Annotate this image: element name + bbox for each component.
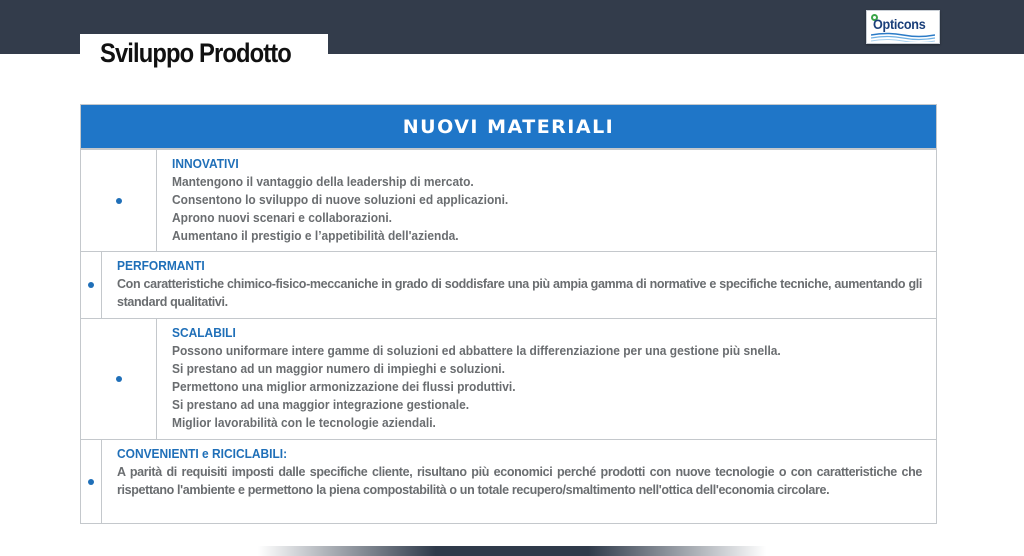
table-row-performanti — [81, 251, 936, 318]
materials-table — [80, 104, 937, 524]
bullet-icon — [116, 376, 122, 382]
row-line: Consentono lo sviluppo di nuove soluzioni ed applicazioni. — [172, 192, 509, 207]
row-line: Aumentano il prestigio e l’appetibilità dell'azienda. — [172, 228, 459, 243]
row-paragraph: Con caratteristiche chimico-fisico-meccaniche in grado di soddisfare una più ampia gamma di normative e specifiche tecniche, aumentando gli standard qualitativi. — [117, 277, 922, 309]
row-title: INNOVATIVI — [172, 156, 239, 171]
row-content — [157, 150, 936, 251]
row-content — [102, 440, 936, 523]
bullet-cell — [81, 440, 102, 523]
row-line: Si prestano ad un maggior numero di impieghi e soluzioni. — [172, 361, 505, 376]
bottom-bar — [258, 546, 766, 556]
row-paragraph: A parità di requisiti imposti dalle specifiche cliente, risultano più economici perché prodotti con nuove tecnologie o con caratteristiche che rispettano l'ambiente e permettono la piena compostabilità o un totale recupero/smaltimento nell'ottica dell'economia circolare. — [117, 465, 922, 497]
row-title: CONVENIENTI e RICICLABILI: — [117, 446, 288, 461]
bullet-icon — [116, 198, 122, 204]
page-title: Sviluppo Prodotto — [100, 38, 291, 68]
row-line: Aprono nuovi scenari e collaborazioni. — [172, 210, 392, 225]
row-line: Permettono una miglior armonizzazione dei flussi produttivi. — [172, 379, 516, 394]
table-heading: NUOVI MATERIALI — [402, 115, 615, 138]
bullet-icon — [88, 479, 94, 485]
table-header — [81, 105, 936, 149]
row-line: Possono uniformare intere gamme di soluzioni ed abbattere la differenziazione per una gestione più snella. — [172, 343, 781, 358]
table-row-innovativi — [81, 149, 936, 251]
logo-text: Opticons — [873, 16, 926, 32]
bullet-cell — [81, 319, 157, 439]
logo-wave-icon — [871, 32, 935, 42]
bullet-icon — [88, 282, 94, 288]
table-row-scalabili — [81, 318, 936, 439]
row-title: SCALABILI — [172, 325, 236, 340]
row-line: Si prestano ad una maggior integrazione gestionale. — [172, 397, 470, 412]
row-title: PERFORMANTI — [117, 258, 205, 273]
bullet-cell — [81, 252, 102, 318]
bullet-cell — [81, 150, 157, 251]
row-line: Mantengono il vantaggio della leadership di mercato. — [172, 174, 474, 189]
row-content — [102, 252, 936, 318]
row-content — [157, 319, 936, 439]
row-line: Miglior lavorabilità con le tecnologie aziendali. — [172, 415, 436, 430]
opticons-logo — [866, 10, 940, 44]
table-row-convenienti — [81, 439, 936, 523]
